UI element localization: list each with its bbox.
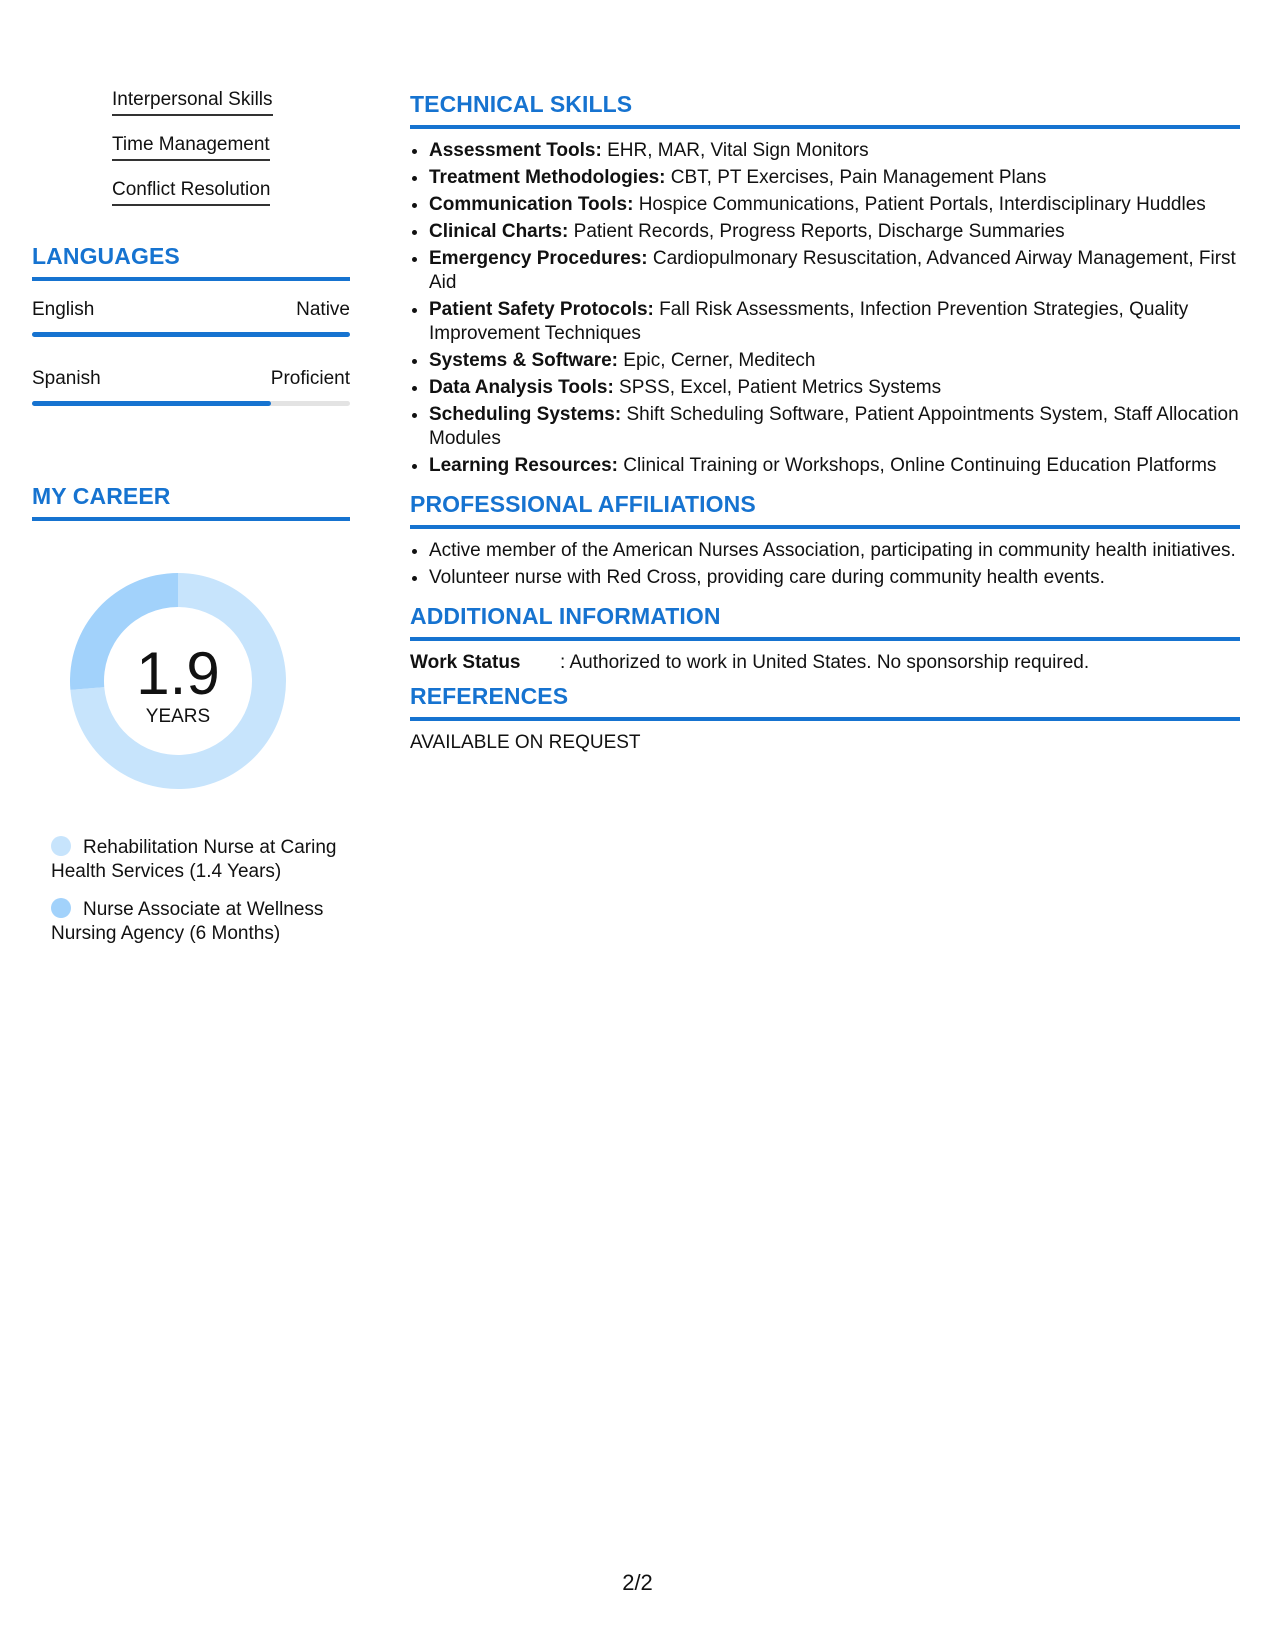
language-level: Proficient	[270, 368, 350, 389]
skill-category: Assessment Tools:	[429, 140, 602, 161]
references-heading: REFERENCES	[410, 682, 1240, 721]
skill-category: Treatment Methodologies:	[429, 167, 666, 188]
language-bar	[32, 401, 350, 406]
skill-values: Fall Risk Assessments, Infection Prevention Strategies, Quality Improvement Techniques	[429, 299, 1189, 344]
career-job-label: Rehabilitation Nurse at Caring Health Services (1.4 Years)	[51, 837, 337, 882]
career-donut-chart	[67, 570, 289, 792]
language-bar-fill	[32, 332, 350, 337]
skill-values: Epic, Cerner, Meditech	[618, 350, 816, 371]
list-item	[429, 376, 1240, 400]
skill-values: SPSS, Excel, Patient Metrics Systems	[613, 377, 942, 398]
soft-skill-item: Conflict Resolution	[112, 178, 270, 206]
career-heading: MY CAREER	[32, 482, 350, 521]
skill-category: Learning Resources:	[429, 455, 618, 476]
soft-skill-item: Time Management	[112, 133, 270, 161]
affiliations-heading: PROFESSIONAL AFFILIATIONS	[410, 490, 1240, 529]
skill-values: CBT, PT Exercises, Pain Management Plans	[665, 167, 1047, 188]
skill-values: Clinical Training or Workshops, Online Continuing Education Platforms	[618, 455, 1217, 476]
list-item	[429, 454, 1240, 478]
affiliations-section	[410, 490, 1240, 593]
skill-values: Patient Records, Progress Reports, Discharge Summaries	[568, 221, 1065, 242]
legend-dot	[51, 898, 71, 918]
list-item	[429, 298, 1240, 346]
work-status-label: Work Status	[410, 652, 521, 673]
affiliations-list	[410, 539, 1240, 590]
list-item: • Volunteer nurse with Red Cross, providing care during community health events.	[429, 566, 1240, 590]
career-legend-item	[51, 898, 341, 946]
soft-skill-item: Interpersonal Skills	[112, 88, 273, 116]
language-name: English	[32, 299, 95, 320]
language-level: Native	[296, 299, 350, 320]
career-total-unit: YEARS	[145, 706, 211, 727]
work-status-value: : Authorized to work in United States. No sponsorship required.	[560, 652, 1090, 673]
references-section	[410, 682, 1240, 755]
skill-category: Systems & Software:	[429, 350, 619, 371]
additional-info-section	[410, 602, 1240, 675]
work-status-row	[410, 651, 1240, 675]
skill-category: Patient Safety Protocols:	[429, 299, 654, 320]
list-item	[429, 403, 1240, 451]
career-job-label: Nurse Associate at Wellness Nursing Agency (6 Months)	[51, 899, 324, 944]
list-item	[429, 349, 1240, 373]
skill-category: Emergency Procedures:	[429, 248, 648, 269]
soft-skills-list	[112, 88, 272, 223]
list-item: • Active member of the American Nurses Association, participating in community health initiatives.	[429, 539, 1240, 563]
skill-values: Shift Scheduling Software, Patient Appointments System, Staff Allocation Modules	[429, 404, 1239, 449]
skill-category: Data Analysis Tools:	[429, 377, 614, 398]
list-item	[429, 139, 1240, 163]
career-total-years: 1.9	[136, 640, 220, 707]
skill-category: Clinical Charts:	[429, 221, 569, 242]
language-bar	[32, 332, 350, 337]
technical-skills-heading: TECHNICAL SKILLS	[410, 90, 1240, 129]
list-item	[429, 166, 1240, 190]
page-number: 2/2	[622, 1570, 653, 1595]
language-spanish	[32, 367, 350, 406]
technical-skills-list	[410, 139, 1240, 478]
career-legend-item	[51, 836, 341, 884]
skill-values: Hospice Communications, Patient Portals, Interdisciplinary Huddles	[633, 194, 1206, 215]
career-legend	[51, 836, 341, 960]
legend-dot	[51, 836, 71, 856]
skill-category: Scheduling Systems:	[429, 404, 622, 425]
language-bar-fill	[32, 401, 271, 406]
list-item	[429, 220, 1240, 244]
skill-values: EHR, MAR, Vital Sign Monitors	[601, 140, 869, 161]
additional-info-heading: ADDITIONAL INFORMATION	[410, 602, 1240, 641]
languages-heading: LANGUAGES	[32, 242, 350, 281]
list-item	[429, 247, 1240, 295]
list-item	[429, 193, 1240, 217]
technical-skills-section	[410, 90, 1240, 481]
references-text: AVAILABLE ON REQUEST	[410, 732, 641, 753]
skill-category: Communication Tools:	[429, 194, 634, 215]
language-name: Spanish	[32, 368, 101, 389]
skill-values: Cardiopulmonary Resuscitation, Advanced Airway Management, First Aid	[429, 248, 1236, 293]
language-english	[32, 298, 350, 337]
